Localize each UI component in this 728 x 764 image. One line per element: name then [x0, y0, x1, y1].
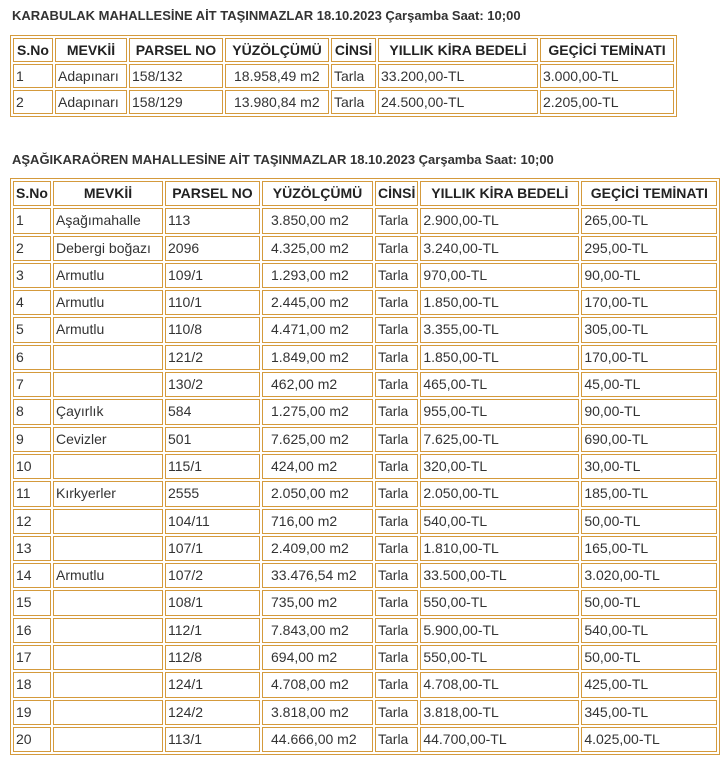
col-header-kira: YILLIK KİRA BEDELİ: [420, 181, 579, 206]
cell-yuzolcumu: 3.850,00 m2: [262, 208, 373, 233]
cell-mevkii: [53, 345, 163, 370]
cell-teminat: 3.020,00-TL: [581, 563, 717, 588]
col-header-teminat: GEÇİCİ TEMİNATI: [540, 38, 674, 62]
cell-cinsi: Tarla: [375, 290, 418, 315]
col-header-sno: S.No: [13, 38, 53, 62]
table-row: [13, 290, 717, 315]
table-row: [13, 509, 717, 534]
asagikaraoren-table: [10, 178, 720, 755]
cell-yuzolcumu: 1.849,00 m2: [262, 345, 373, 370]
col-header-parsel: PARSEL NO: [129, 38, 223, 62]
cell-cinsi: Tarla: [375, 536, 418, 561]
cell-sno: 2: [13, 236, 51, 261]
section-title-asagikaraoren: AŞAĞIKARAÖREN MAHALLESİNE AİT TAŞINMAZLAR 18.10.2023 Çarşamba Saat: 10;00: [12, 152, 554, 167]
section-title-karabulak: KARABULAK MAHALLESİNE AİT TAŞINMAZLAR 18.10.2023 Çarşamba Saat: 10;00: [12, 8, 521, 23]
cell-cinsi: Tarla: [375, 481, 418, 506]
table-row: [13, 672, 717, 697]
cell-kira: 3.355,00-TL: [420, 317, 579, 342]
cell-sno: 16: [13, 618, 51, 643]
cell-yuzolcumu: 1.293,00 m2: [262, 263, 373, 288]
cell-kira: 550,00-TL: [420, 645, 579, 670]
cell-kira: 320,00-TL: [420, 454, 579, 479]
cell-parsel: 108/1: [165, 590, 260, 615]
cell-yuzolcumu: 2.445,00 m2: [262, 290, 373, 315]
cell-parsel: 584: [165, 399, 260, 424]
table-header-row: [13, 181, 717, 206]
cell-mevkii: Aşağımahalle: [53, 208, 163, 233]
table-row: [13, 563, 717, 588]
col-header-teminat: GEÇİCİ TEMİNATI: [581, 181, 717, 206]
cell-mevkii: [53, 618, 163, 643]
cell-teminat: 540,00-TL: [581, 618, 717, 643]
cell-kira: 24.500,00-TL: [378, 90, 538, 114]
table-row: [13, 399, 717, 424]
cell-yuzolcumu: 2.409,00 m2: [262, 536, 373, 561]
table-row: [13, 90, 674, 114]
cell-parsel: 113: [165, 208, 260, 233]
table-row: [13, 727, 717, 752]
table-row: [13, 645, 717, 670]
cell-mevkii: Armutlu: [53, 290, 163, 315]
cell-yuzolcumu: 18.958,49 m2: [225, 64, 329, 88]
cell-mevkii: Armutlu: [53, 317, 163, 342]
cell-cinsi: Tarla: [375, 645, 418, 670]
cell-yuzolcumu: 44.666,00 m2: [262, 727, 373, 752]
cell-yuzolcumu: 33.476,54 m2: [262, 563, 373, 588]
cell-cinsi: Tarla: [375, 727, 418, 752]
cell-yuzolcumu: 7.625,00 m2: [262, 427, 373, 452]
cell-kira: 1.850,00-TL: [420, 345, 579, 370]
cell-sno: 7: [13, 372, 51, 397]
cell-yuzolcumu: 1.275,00 m2: [262, 399, 373, 424]
cell-teminat: 295,00-TL: [581, 236, 717, 261]
cell-kira: 33.500,00-TL: [420, 563, 579, 588]
col-header-kira: YILLIK KİRA BEDELİ: [378, 38, 538, 62]
cell-teminat: 90,00-TL: [581, 263, 717, 288]
cell-parsel: 104/11: [165, 509, 260, 534]
cell-sno: 10: [13, 454, 51, 479]
cell-mevkii: [53, 372, 163, 397]
cell-sno: 15: [13, 590, 51, 615]
cell-mevkii: [53, 454, 163, 479]
cell-kira: 7.625,00-TL: [420, 427, 579, 452]
cell-parsel: 107/1: [165, 536, 260, 561]
cell-yuzolcumu: 2.050,00 m2: [262, 481, 373, 506]
cell-mevkii: [53, 590, 163, 615]
table-row: [13, 454, 717, 479]
cell-teminat: 50,00-TL: [581, 509, 717, 534]
cell-kira: 5.900,00-TL: [420, 618, 579, 643]
cell-cinsi: Tarla: [375, 563, 418, 588]
cell-sno: 13: [13, 536, 51, 561]
cell-parsel: 115/1: [165, 454, 260, 479]
cell-cinsi: Tarla: [375, 236, 418, 261]
cell-yuzolcumu: 3.818,00 m2: [262, 700, 373, 725]
cell-kira: 2.900,00-TL: [420, 208, 579, 233]
cell-mevkii: [53, 509, 163, 534]
cell-parsel: 124/2: [165, 700, 260, 725]
cell-yuzolcumu: 7.843,00 m2: [262, 618, 373, 643]
cell-teminat: 265,00-TL: [581, 208, 717, 233]
cell-teminat: 4.025,00-TL: [581, 727, 717, 752]
cell-teminat: 45,00-TL: [581, 372, 717, 397]
cell-mevkii: Kırkyerler: [53, 481, 163, 506]
cell-cinsi: Tarla: [375, 399, 418, 424]
table-row: [13, 64, 674, 88]
cell-mevkii: Debergi boğazı: [53, 236, 163, 261]
cell-teminat: 165,00-TL: [581, 536, 717, 561]
karabulak-table: [10, 35, 677, 117]
cell-cinsi: Tarla: [375, 618, 418, 643]
table-header-row: [13, 38, 674, 62]
cell-parsel: 110/1: [165, 290, 260, 315]
table-row: [13, 345, 717, 370]
col-header-sno: S.No: [13, 181, 51, 206]
cell-teminat: 30,00-TL: [581, 454, 717, 479]
cell-sno: 17: [13, 645, 51, 670]
cell-cinsi: Tarla: [375, 700, 418, 725]
cell-parsel: 113/1: [165, 727, 260, 752]
cell-yuzolcumu: 694,00 m2: [262, 645, 373, 670]
table-row: [13, 236, 717, 261]
cell-sno: 6: [13, 345, 51, 370]
cell-parsel: 121/2: [165, 345, 260, 370]
cell-cinsi: Tarla: [375, 672, 418, 697]
cell-yuzolcumu: 735,00 m2: [262, 590, 373, 615]
cell-parsel: 110/8: [165, 317, 260, 342]
cell-yuzolcumu: 13.980,84 m2: [225, 90, 329, 114]
table-row: [13, 317, 717, 342]
cell-parsel: 2096: [165, 236, 260, 261]
col-header-yuzolcumu: YÜZÖLÇÜMÜ: [225, 38, 329, 62]
cell-teminat: 425,00-TL: [581, 672, 717, 697]
cell-sno: 4: [13, 290, 51, 315]
table-row: [13, 208, 717, 233]
table-row: [13, 481, 717, 506]
cell-mevkii: Armutlu: [53, 563, 163, 588]
cell-teminat: 305,00-TL: [581, 317, 717, 342]
cell-mevkii: [53, 700, 163, 725]
col-header-cinsi: CİNSİ: [375, 181, 418, 206]
cell-yuzolcumu: 4.471,00 m2: [262, 317, 373, 342]
cell-mevkii: Cevizler: [53, 427, 163, 452]
cell-parsel: 112/8: [165, 645, 260, 670]
cell-kira: 2.050,00-TL: [420, 481, 579, 506]
cell-parsel: 158/129: [129, 90, 223, 114]
table-row: [13, 263, 717, 288]
cell-parsel: 130/2: [165, 372, 260, 397]
col-header-mevkii: MEVKİİ: [53, 181, 163, 206]
cell-teminat: 170,00-TL: [581, 290, 717, 315]
cell-yuzolcumu: 4.325,00 m2: [262, 236, 373, 261]
table-row: [13, 700, 717, 725]
cell-cinsi: Tarla: [375, 590, 418, 615]
cell-sno: 11: [13, 481, 51, 506]
cell-kira: 3.240,00-TL: [420, 236, 579, 261]
col-header-cinsi: CİNSİ: [331, 38, 376, 62]
cell-parsel: 158/132: [129, 64, 223, 88]
cell-kira: 33.200,00-TL: [378, 64, 538, 88]
cell-kira: 970,00-TL: [420, 263, 579, 288]
cell-kira: 550,00-TL: [420, 590, 579, 615]
cell-kira: 1.850,00-TL: [420, 290, 579, 315]
table-row: [13, 427, 717, 452]
cell-sno: 1: [13, 208, 51, 233]
cell-sno: 2: [13, 90, 53, 114]
cell-sno: 5: [13, 317, 51, 342]
cell-parsel: 124/1: [165, 672, 260, 697]
cell-teminat: 185,00-TL: [581, 481, 717, 506]
cell-mevkii: [53, 536, 163, 561]
cell-kira: 540,00-TL: [420, 509, 579, 534]
cell-kira: 4.708,00-TL: [420, 672, 579, 697]
table-row: [13, 618, 717, 643]
cell-sno: 1: [13, 64, 53, 88]
cell-kira: 1.810,00-TL: [420, 536, 579, 561]
cell-kira: 3.818,00-TL: [420, 700, 579, 725]
cell-teminat: 2.205,00-TL: [540, 90, 674, 114]
table-row: [13, 372, 717, 397]
cell-mevkii: Armutlu: [53, 263, 163, 288]
cell-sno: 20: [13, 727, 51, 752]
cell-kira: 44.700,00-TL: [420, 727, 579, 752]
cell-mevkii: [53, 645, 163, 670]
cell-mevkii: [53, 727, 163, 752]
cell-cinsi: Tarla: [375, 345, 418, 370]
cell-sno: 8: [13, 399, 51, 424]
cell-parsel: 107/2: [165, 563, 260, 588]
cell-parsel: 109/1: [165, 263, 260, 288]
cell-kira: 465,00-TL: [420, 372, 579, 397]
col-header-yuzolcumu: YÜZÖLÇÜMÜ: [262, 181, 373, 206]
col-header-mevkii: MEVKİİ: [55, 38, 127, 62]
cell-cinsi: Tarla: [375, 263, 418, 288]
cell-sno: 18: [13, 672, 51, 697]
cell-mevkii: Adapınarı: [55, 90, 127, 114]
cell-teminat: 50,00-TL: [581, 645, 717, 670]
cell-cinsi: Tarla: [375, 208, 418, 233]
cell-cinsi: Tarla: [331, 90, 376, 114]
cell-cinsi: Tarla: [375, 372, 418, 397]
cell-teminat: 90,00-TL: [581, 399, 717, 424]
cell-sno: 12: [13, 509, 51, 534]
cell-teminat: 50,00-TL: [581, 590, 717, 615]
cell-cinsi: Tarla: [375, 317, 418, 342]
cell-cinsi: Tarla: [375, 454, 418, 479]
cell-mevkii: Çayırlık: [53, 399, 163, 424]
cell-teminat: 3.000,00-TL: [540, 64, 674, 88]
cell-cinsi: Tarla: [375, 509, 418, 534]
table-row: [13, 536, 717, 561]
cell-kira: 955,00-TL: [420, 399, 579, 424]
cell-mevkii: Adapınarı: [55, 64, 127, 88]
cell-teminat: 345,00-TL: [581, 700, 717, 725]
table-row: [13, 590, 717, 615]
cell-parsel: 2555: [165, 481, 260, 506]
cell-sno: 19: [13, 700, 51, 725]
cell-teminat: 690,00-TL: [581, 427, 717, 452]
cell-yuzolcumu: 716,00 m2: [262, 509, 373, 534]
cell-sno: 9: [13, 427, 51, 452]
cell-mevkii: [53, 672, 163, 697]
cell-teminat: 170,00-TL: [581, 345, 717, 370]
cell-sno: 3: [13, 263, 51, 288]
cell-parsel: 501: [165, 427, 260, 452]
cell-cinsi: Tarla: [375, 427, 418, 452]
cell-sno: 14: [13, 563, 51, 588]
col-header-parsel: PARSEL NO: [165, 181, 260, 206]
cell-cinsi: Tarla: [331, 64, 376, 88]
cell-yuzolcumu: 4.708,00 m2: [262, 672, 373, 697]
cell-yuzolcumu: 462,00 m2: [262, 372, 373, 397]
cell-yuzolcumu: 424,00 m2: [262, 454, 373, 479]
cell-parsel: 112/1: [165, 618, 260, 643]
